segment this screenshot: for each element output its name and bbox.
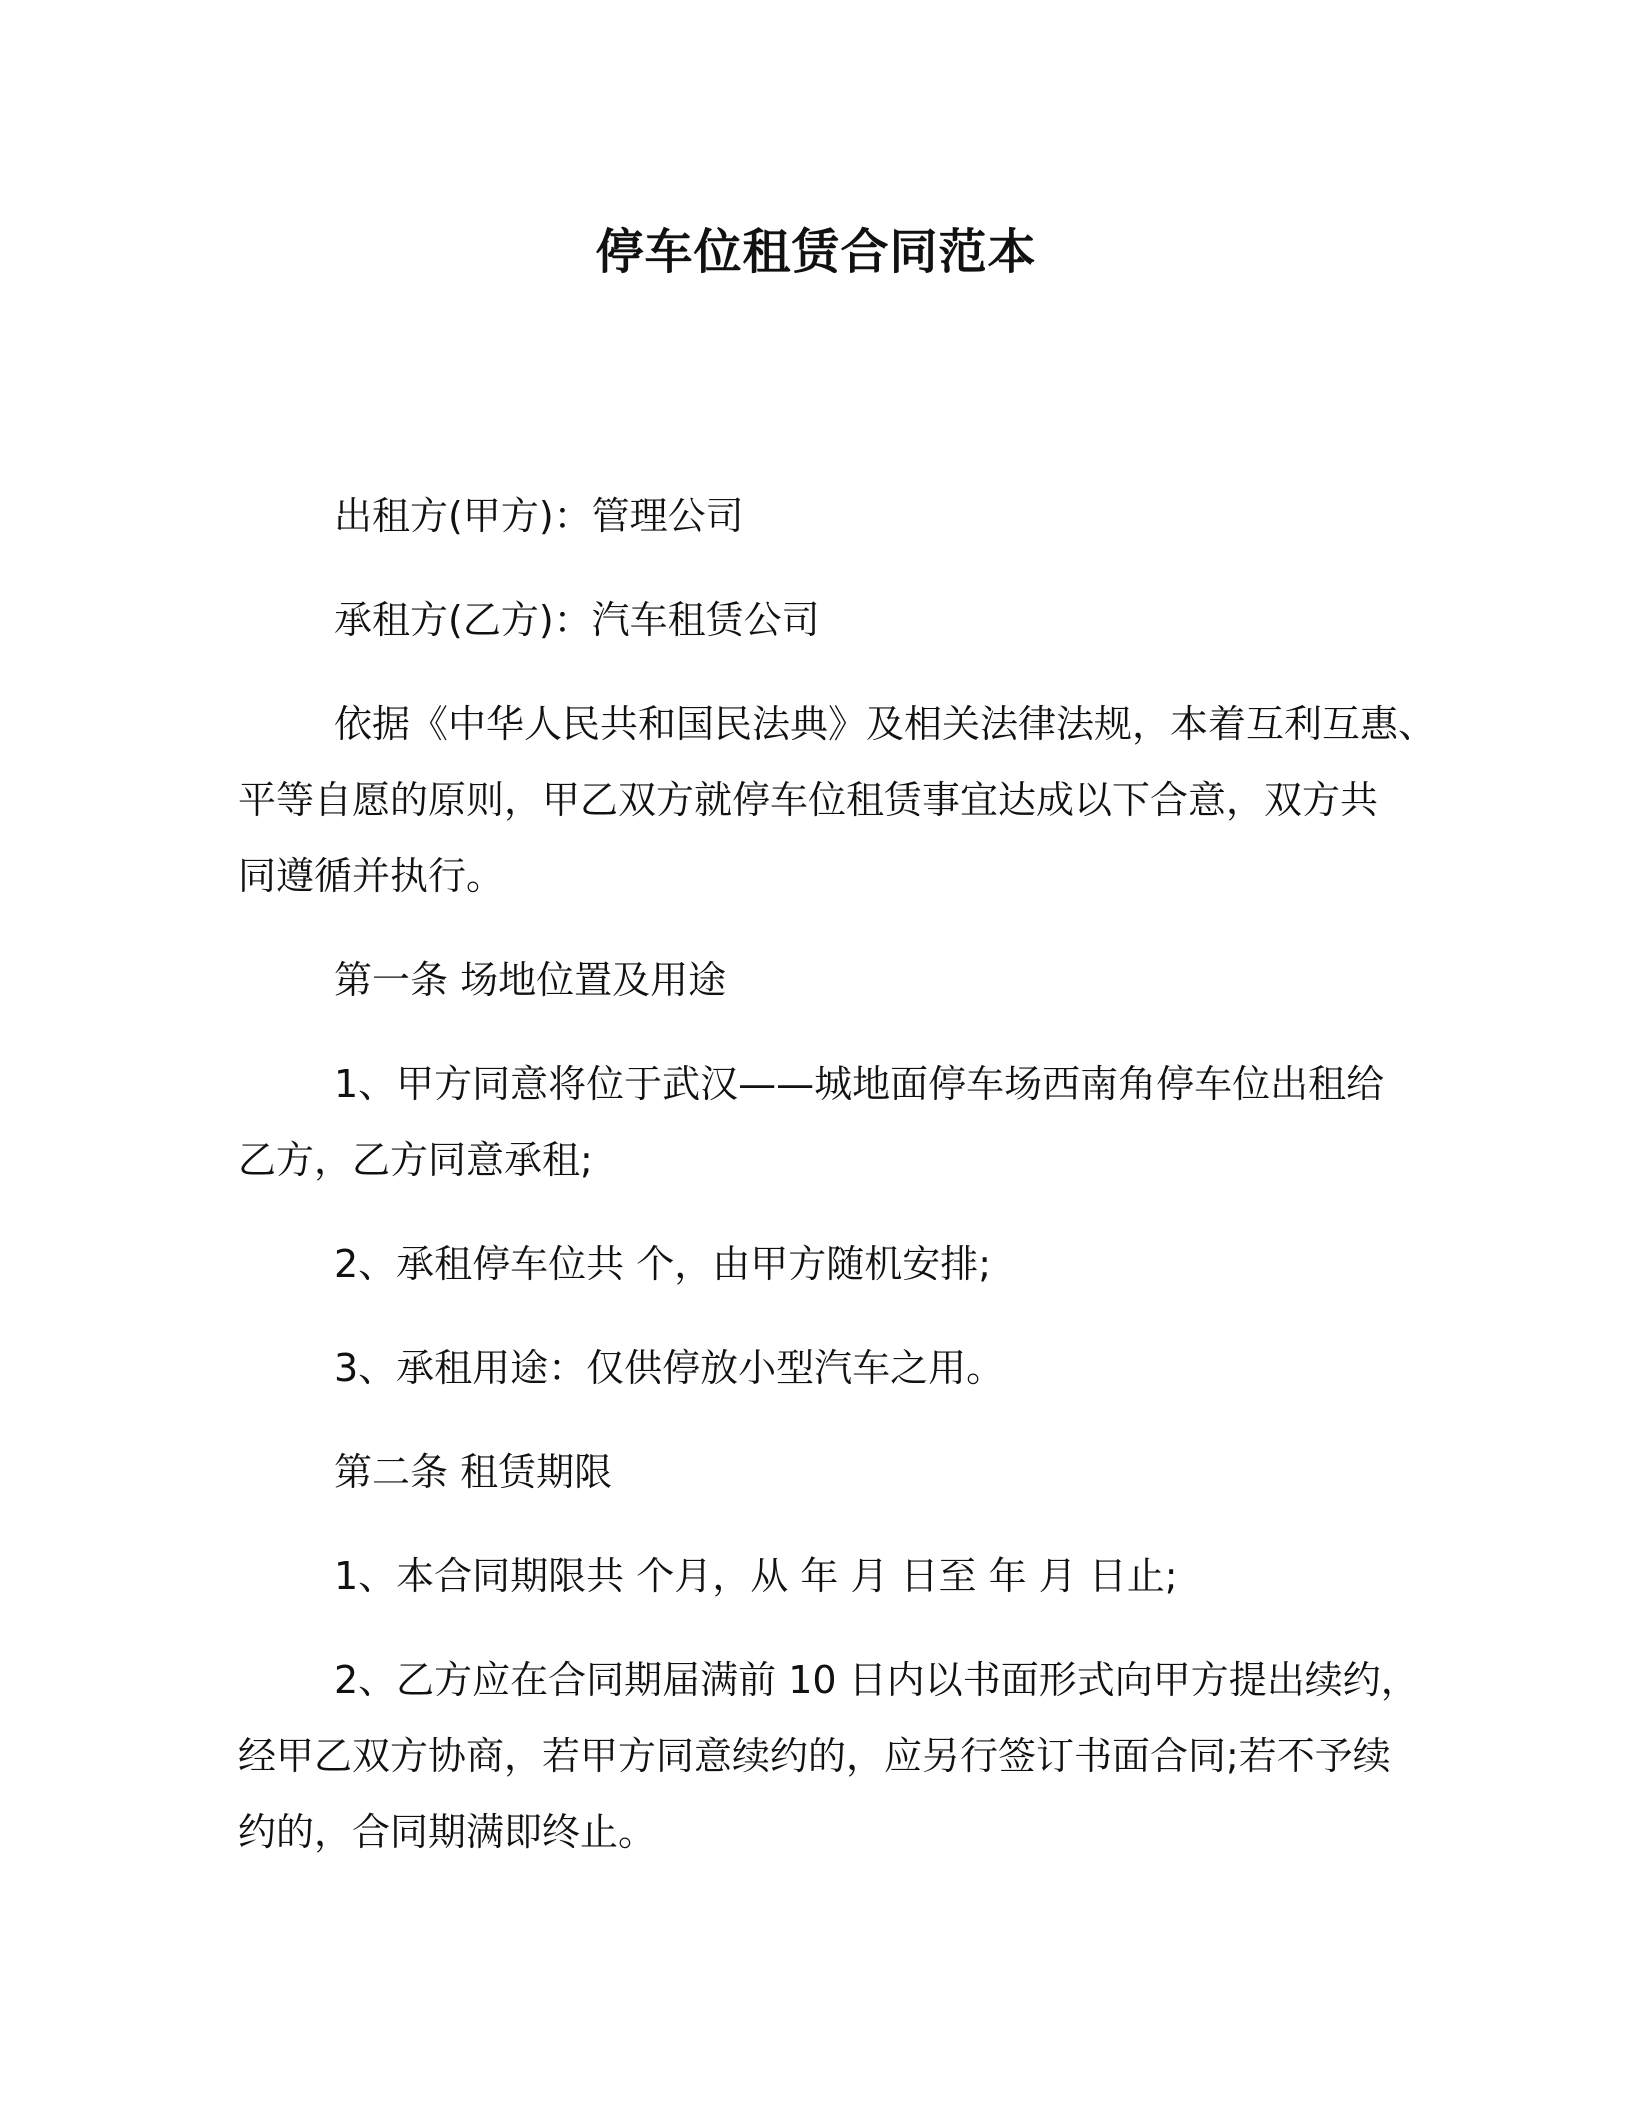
article-1-clause-1-line-2: 乙方，乙方同意承租; (238, 1138, 593, 1182)
preamble-line-1: 依据《中华人民共和国民法典》及相关法律法规，本着互利互惠、 (334, 702, 1437, 746)
article-1-clause-3: 3、承租用途：仅供停放小型汽车之用。 (334, 1346, 1005, 1390)
lessee-line: 承租方(乙方)：汽车租赁公司 (334, 598, 820, 642)
document-title: 停车位租赁合同范本 (595, 224, 1037, 280)
preamble-line-3: 同遵循并执行。 (238, 854, 505, 898)
article-2-clause-1: 1、本合同期限共 个月，从 年 月 日至 年 月 日止; (334, 1554, 1178, 1598)
article-2-clause-2-line-2: 经甲乙双方协商，若甲方同意续约的，应另行签订书面合同;若不予续 (238, 1734, 1391, 1778)
article-2-clause-2-line-1: 2、乙方应在合同期届满前 10 日内以书面形式向甲方提出续约， (334, 1658, 1419, 1702)
article-1-heading: 第一条 场地位置及用途 (334, 958, 727, 1002)
lessor-line: 出租方(甲方)：管理公司 (334, 494, 744, 538)
article-2-clause-2-line-3: 约的，合同期满即终止。 (238, 1810, 657, 1854)
article-2-heading: 第二条 租赁期限 (334, 1450, 613, 1494)
preamble-line-2: 平等自愿的原则，甲乙双方就停车位租赁事宜达成以下合意，双方共 (238, 778, 1379, 822)
article-1-clause-2: 2、承租停车位共 个，由甲方随机安排; (334, 1242, 992, 1286)
article-1-clause-1-line-1: 1、甲方同意将位于武汉——城地面停车场西南角停车位出租给 (334, 1062, 1385, 1106)
